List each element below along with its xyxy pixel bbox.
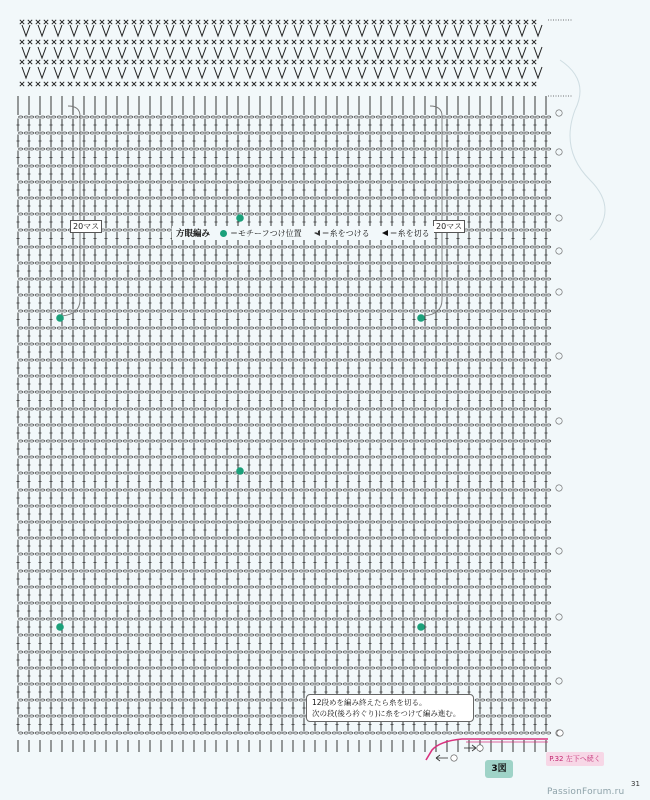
motif-dot — [417, 623, 425, 631]
label-20-squares-left: 20マス — [70, 220, 102, 233]
motif-dot — [236, 467, 244, 475]
motif-dot — [236, 214, 244, 222]
instruction-note — [306, 694, 474, 722]
motif-dot — [417, 314, 425, 322]
legend-join-text: ＝糸をつける — [321, 228, 370, 238]
legend-cut-text: ＝糸を切る — [389, 228, 430, 238]
legend — [172, 226, 434, 240]
watermark: PassionForum.ru — [547, 787, 625, 797]
legend-motif-text: ＝モチーフつけ位置 — [230, 228, 302, 238]
join-yarn-icon — [314, 230, 320, 236]
motif-dot — [56, 623, 64, 631]
motif-dot-icon — [220, 230, 227, 237]
motif-dot — [56, 314, 64, 322]
note-line-2: 次の段(後ろ衿ぐり)に糸をつけて編み進む。 — [312, 709, 461, 718]
continue-page-tag: P.32 左下へ続く — [546, 752, 604, 766]
note-line-1: 12段めを編み終えたら糸を切る。 — [312, 698, 427, 707]
page-number: 31 — [631, 780, 640, 788]
label-20-squares-right: 20マス — [433, 220, 465, 233]
legend-title: 方眼編み — [176, 229, 211, 239]
cut-yarn-icon — [382, 230, 388, 236]
figure-label: 3図 — [485, 760, 513, 778]
